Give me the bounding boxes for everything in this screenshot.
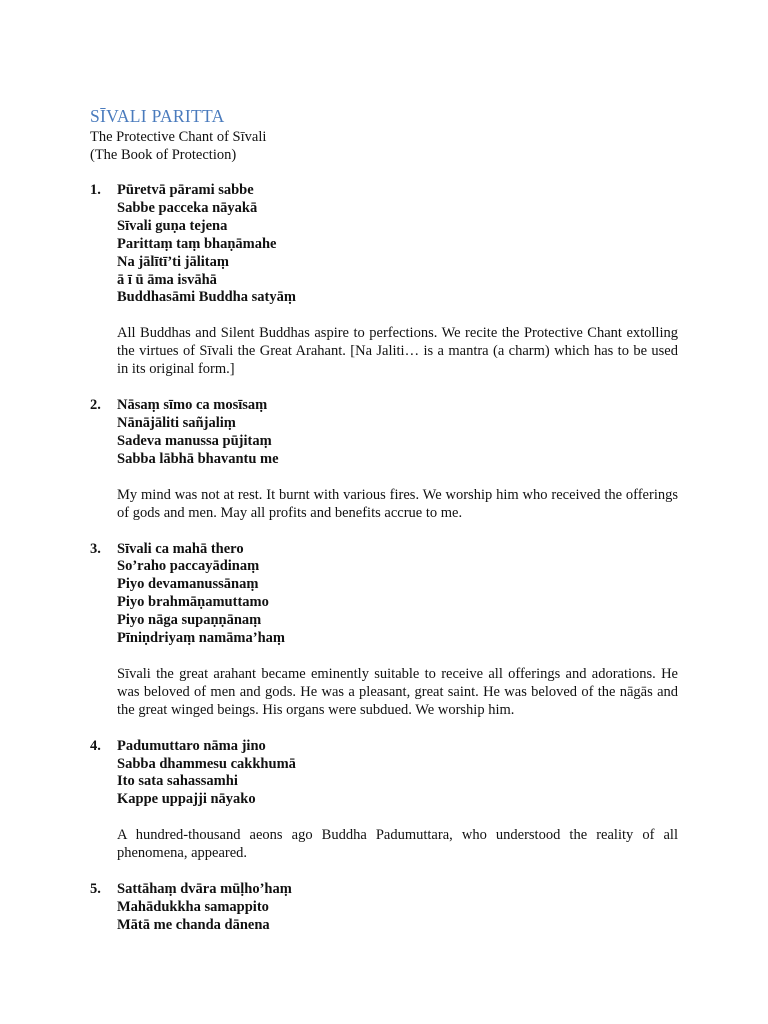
document-page [90, 104, 678, 935]
verse-line: Mahādukkha samappito [117, 899, 269, 915]
verse-line: Mātā me chanda dānena [117, 916, 270, 933]
verse-line: Piyo devamanussānaṃ [117, 576, 259, 593]
verse-lines [117, 397, 279, 469]
verse-lines [117, 541, 285, 648]
document-subtitle: The Protective Chant of Sīvali [90, 129, 267, 145]
verse-line: Sattāhaṃ dvāra mūḷho’haṃ [117, 881, 292, 898]
verse-line: Nānājāliti sañjaliṃ [117, 414, 236, 431]
verse-translation: All Buddhas and Silent Buddhas aspire to perfections. We recite the Protective Chant extolling the virtues of Sīvali the Great Arahant. [Na Jaliti… is a mantra (a charm) which has to be used in its original form.] [117, 325, 678, 378]
verse-line: Ito sata sahassamhi [117, 773, 238, 790]
verse-line: Piyo brahmāṇamuttamo [117, 594, 269, 611]
verse-lines [117, 182, 296, 307]
verse-line: Piyo nāga supaṇṇānaṃ [117, 612, 262, 629]
verse-line: Sīvali guṇa tejena [117, 217, 228, 234]
document-title: SĪVALI PARITTA [90, 106, 225, 126]
verse-line: Sadeva manussa pūjitaṃ [117, 432, 272, 449]
verse-line: Na jālītī’ti jālitaṃ [117, 253, 229, 270]
verse-translation: My mind was not at rest. It burnt with various fires. We worship him who received the offerings of gods and men. May all profits and benefits accrue to me. [117, 486, 678, 521]
verse-translation: A hundred-thousand aeons ago Buddha Padumuttara, who understood the reality of all phenomena, appeared. [117, 827, 678, 862]
verse-number: 2. [90, 397, 101, 414]
verse-5 [90, 881, 678, 935]
verse-2 [90, 397, 678, 469]
verse-line: Sabba dhammesu cakkhumā [117, 755, 296, 772]
verse-4 [90, 738, 678, 810]
verse-line: Nāsaṃ sīmo ca mosīsaṃ [117, 397, 268, 414]
verse-line: Padumuttaro nāma jino [117, 737, 266, 754]
verse-line: So’raho paccayādinaṃ [117, 558, 260, 575]
verse-1 [90, 182, 678, 307]
verse-line: Buddhasāmi Buddha satyāṃ [117, 289, 296, 306]
verse-lines [117, 738, 296, 810]
verse-lines [117, 881, 292, 935]
verse-translation: Sīvali the great arahant became eminently suitable to receive all offerings and adorations. He was beloved of men and gods. He was a pleasant, great saint. He was beloved of the nāgās and the great winged beings. His organs were subdued. We worship him. [117, 665, 678, 718]
verse-3 [90, 541, 678, 648]
verse-line: Sabba lābhā bhavantu me [117, 450, 279, 467]
verse-line: Pīniṇdriyaṃ namāma’haṃ [117, 630, 285, 647]
verse-number: 1. [90, 182, 101, 198]
verse-line: Pūretvā pārami sabbe [117, 182, 254, 198]
verse-number: 3. [90, 540, 101, 557]
verse-line: ā ī ū āma isvāhā [117, 271, 217, 288]
verse-line: Sīvali ca mahā thero [117, 540, 244, 557]
verse-line: Kappe uppajji nāyako [117, 791, 256, 808]
verse-line: Sabbe pacceka nāyakā [117, 199, 258, 216]
document-subtitle-secondary: (The Book of Protection) [90, 147, 237, 163]
verse-number: 5. [90, 881, 101, 898]
verse-number: 4. [90, 737, 101, 754]
verse-line: Parittaṃ taṃ bhaṇāmahe [117, 235, 277, 252]
